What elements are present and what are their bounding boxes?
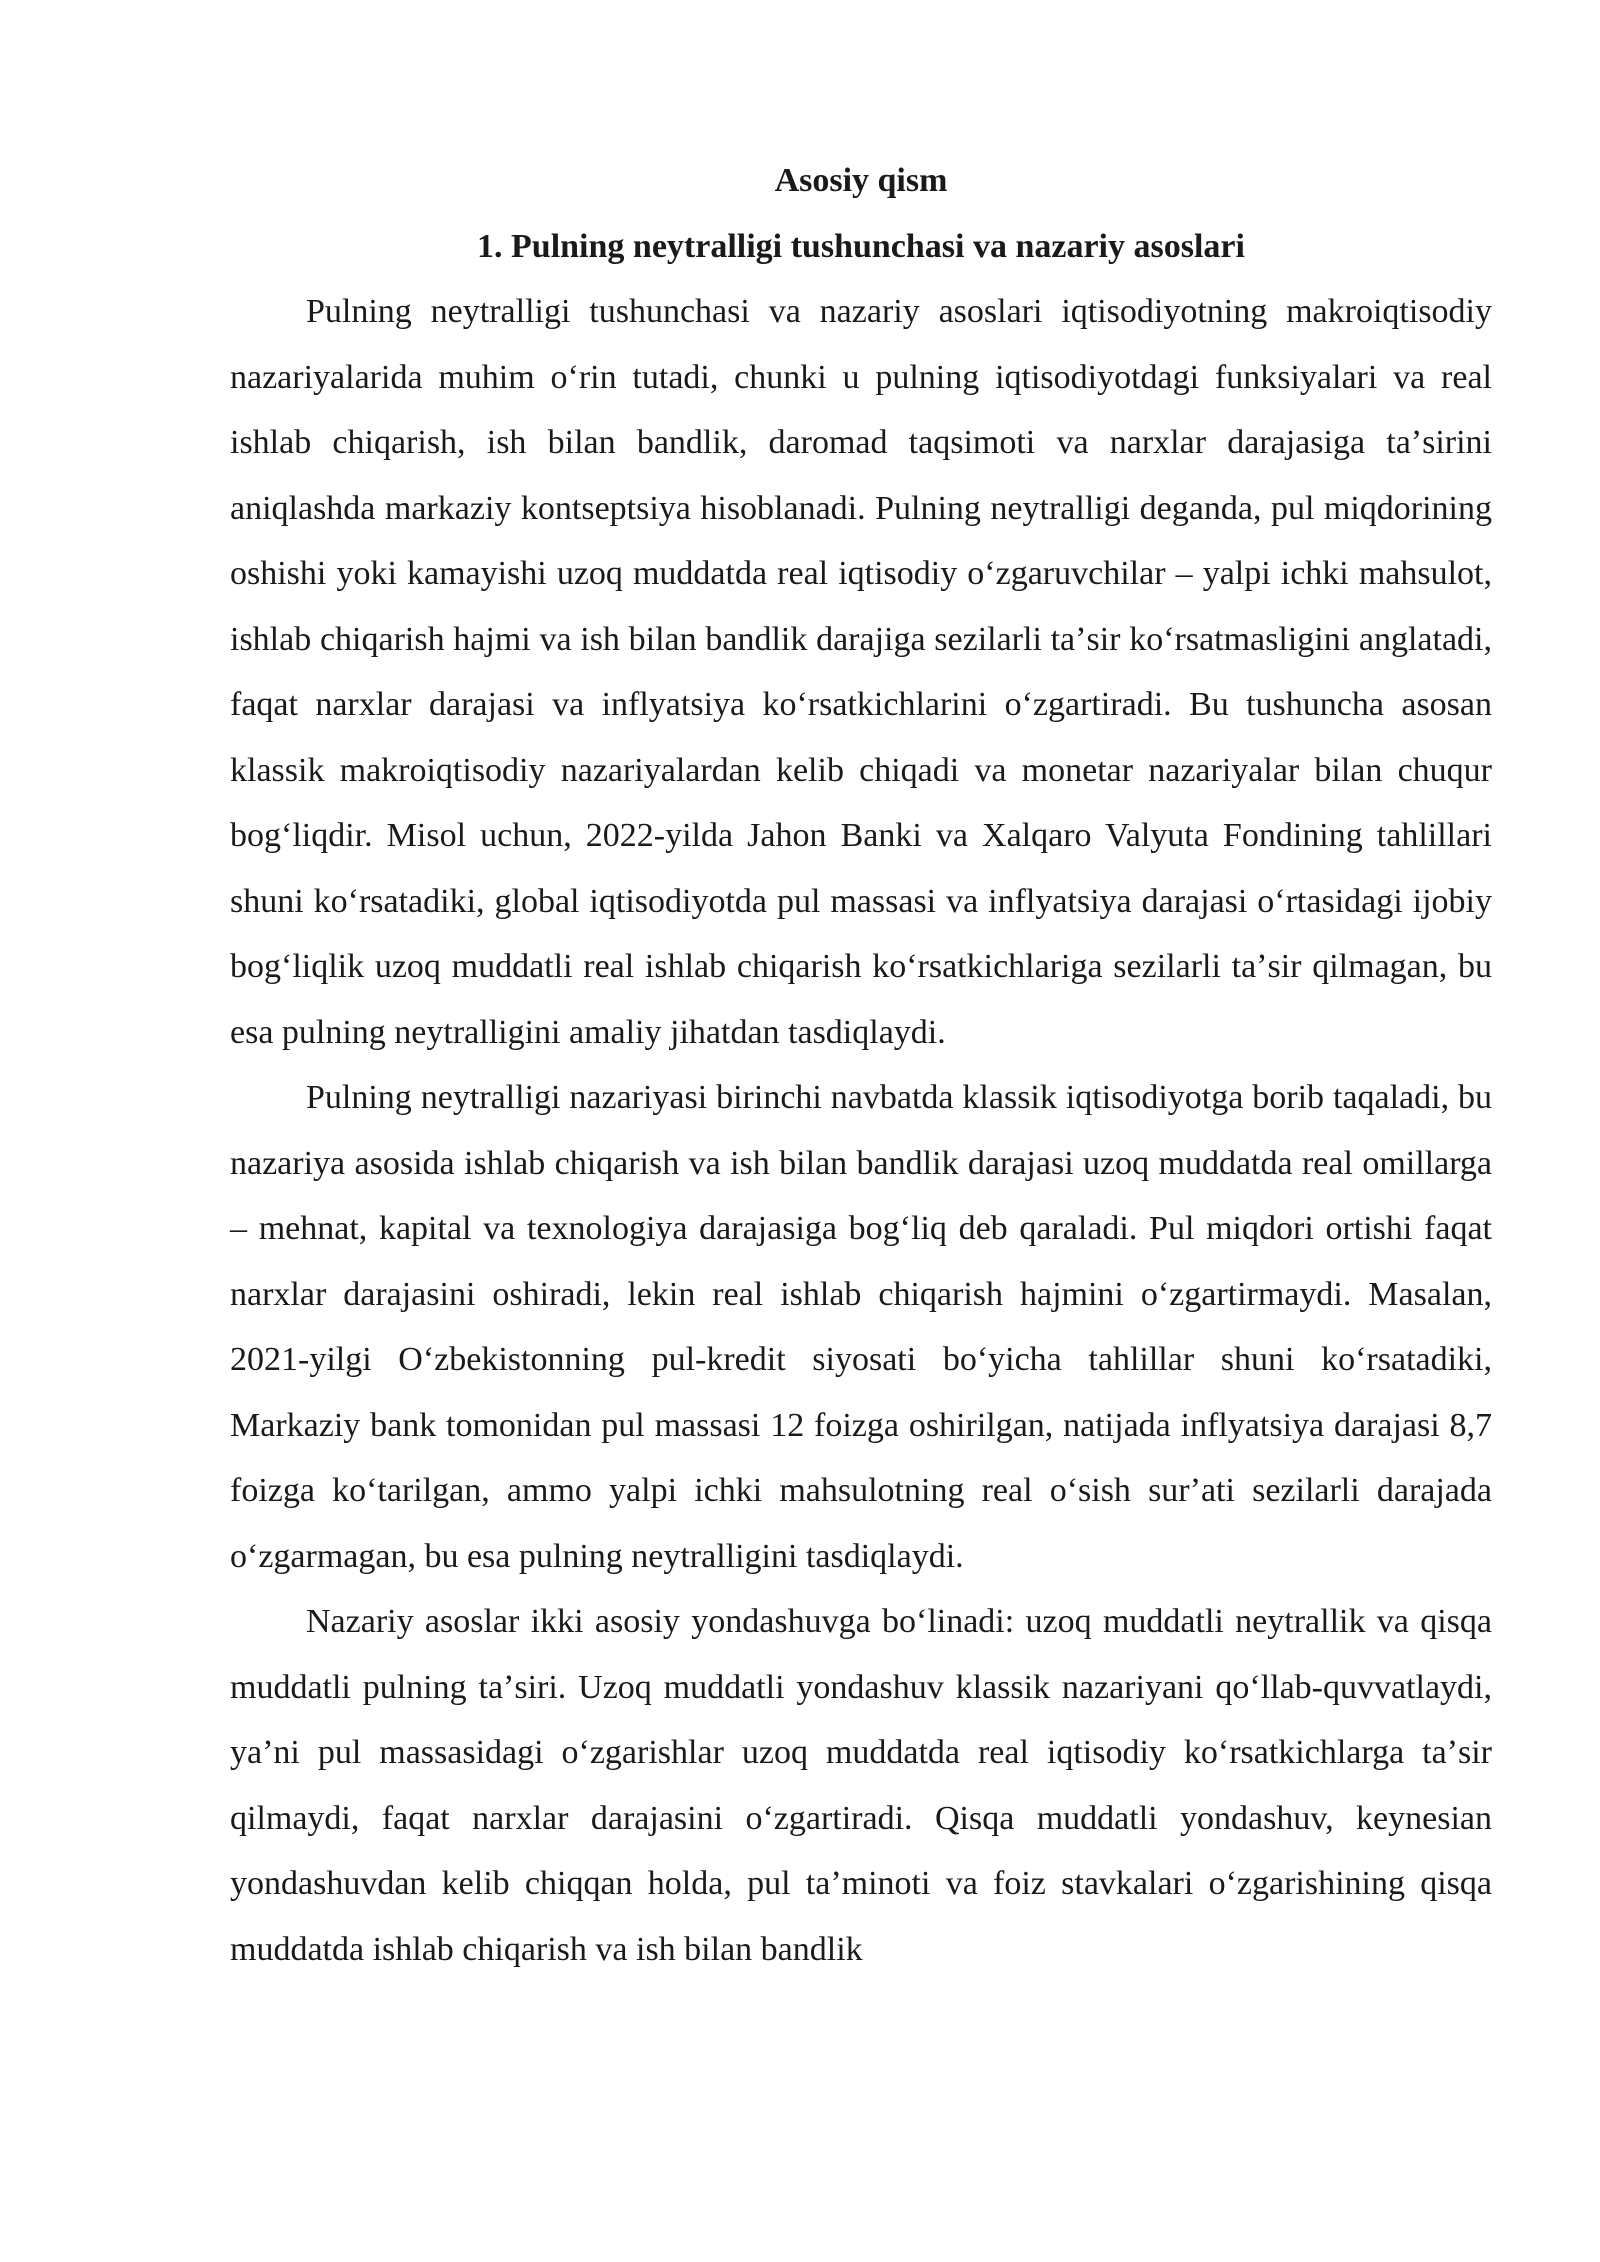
document-body (230, 148, 1492, 1982)
paragraph-3: Nazariy asoslar ikki asosiy yondashuvga boʻlinadi: uzoq muddatli neytrallik va qisqa muddatli pulning taʼsiri. Uzoq muddatli yondashuv klassik nazariyani qoʻllab-quvvatlaydi, yaʼni pul massasidagi oʻzgarishlar uzoq muddatda real iqtisodiy koʻrsatkichlarga taʼsir qilmaydi, faqat narxlar darajasini oʻzgartiradi. Qisqa muddatli yondashuv, keynesian yondashuvdan kelib chiqqan holda, pul taʼminoti va foiz stavkalari oʻzgarishining qisqa muddatda ishlab chiqarish va ish bilan bandlik (230, 1603, 1492, 1968)
main-heading: Asosiy qism (774, 162, 948, 199)
section-heading: 1. Pulning neytralligi tushunchasi va nazariy asoslari (477, 227, 1245, 265)
paragraph-1: Pulning neytralligi tushunchasi va nazariy asoslari iqtisodiyotning makroiqtisodiy nazariyalarida muhim oʻrin tutadi, chunki u pulning iqtisodiyotdagi funksiyalari va real ishlab chiqarish, ish bilan bandlik, daromad taqsimoti va narxlar darajasiga taʼsirini aniqlashda markaziy kontseptsiya hisoblanadi. Pulning neytralligi deganda, pul miqdorining oshishi yoki kamayishi uzoq muddatda real iqtisodiy oʻzgaruvchilar – yalpi ichki mahsulot, ishlab chiqarish hajmi va ish bilan bandlik darajiga sezilarli taʼsir koʻrsatmasligini anglatadi, faqat narxlar darajasi va inflyatsiya koʻrsatkichlarini oʻzgartiradi. Bu tushuncha asosan klassik makroiqtisodiy nazariyalardan kelib chiqadi va monetar nazariyalar bilan chuqur bogʻliqdir. Misol uchun, 2022-yilda Jahon Banki va Xalqaro Valyuta Fondining tahlillari shuni koʻrsatadiki, global iqtisodiyotda pul massasi va inflyatsiya darajasi oʻrtasidagi ijobiy bogʻliqlik uzoq muddatli real ishlab chiqarish koʻrsatkichlariga sezilarli taʼsir qilmagan, bu esa pulning neytralligini amaliy jihatdan tasdiqlaydi. (230, 293, 1492, 1051)
paragraph-2: Pulning neytralligi nazariyasi birinchi navbatda klassik iqtisodiyotga borib taqaladi, bu nazariya asosida ishlab chiqarish va ish bilan bandlik darajasi uzoq muddatda real omillarga – mehnat, kapital va texnologiya darajasiga bogʻliq deb qaraladi. Pul miqdori ortishi faqat narxlar darajasini oshiradi, lekin real ishlab chiqarish hajmini oʻzgartirmaydi. Masalan, 2021-yilgi Oʻzbekistonning pul-kredit siyosati boʻyicha tahlillar shuni koʻrsatadiki, Markaziy bank tomonidan pul massasi 12 foizga oshirilgan, natijada inflyatsiya darajasi 8,7 foizga koʻtarilgan, ammo yalpi ichki mahsulotning real oʻsish surʼati sezilarli darajada oʻzgarmagan, bu esa pulning neytralligini tasdiqlaydi. (230, 1079, 1492, 1575)
